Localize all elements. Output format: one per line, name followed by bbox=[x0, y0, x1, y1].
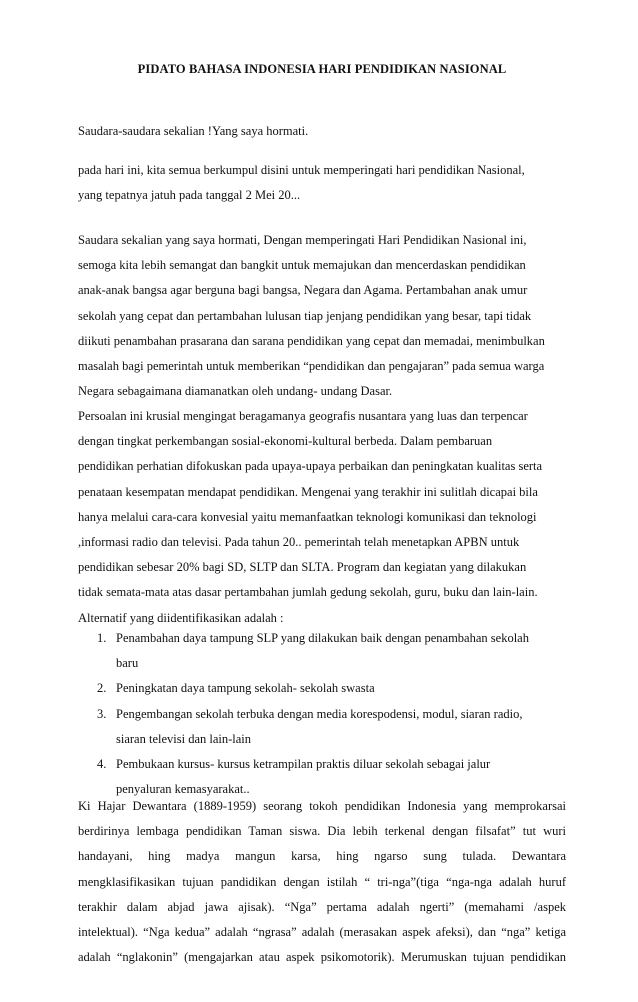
paragraph-line: dengan tingkat perkembangan sosial-ekonomi-kultural berbeda. Dalam pembaruan bbox=[78, 434, 493, 449]
paragraph-line: pada hari ini, kita semua berkumpul disini untuk memperingati hari pendidikan Nasional, bbox=[78, 163, 525, 177]
paragraph-line: Negara sebagaimana diamanatkan oleh undang- undang Dasar. bbox=[78, 384, 393, 399]
paragraph-line: pendidikan perhatian difokuskan pada upaya-upaya perbaikan dan peningkatan kualitas serta bbox=[78, 459, 543, 474]
list-item-line: Peningkatan daya tampung sekolah- sekolah swasta bbox=[116, 681, 375, 696]
list-number: 4. bbox=[97, 757, 107, 772]
list-item-line: baru bbox=[116, 656, 139, 671]
list-item-line: Pembukaan kursus- kursus ketrampilan praktis diluar sekolah sebagai jalur bbox=[116, 757, 491, 772]
list-item bbox=[78, 626, 566, 676]
list-item bbox=[78, 676, 566, 701]
paragraph-line: tidak semata-mata atas dasar pertambahan jumlah gedung sekolah, guru, buku dan lain-lain. bbox=[78, 585, 538, 600]
list-number: 1. bbox=[97, 631, 107, 645]
list-number: 2. bbox=[97, 681, 107, 696]
paragraph-line: mengklasifikasikan tujuan pandidikan dengan istilah “ tri-nga”(tiga “nga-nga adalah huruf bbox=[78, 874, 566, 889]
paragraph-line: berdirinya lembaga pendidikan Taman siswa. Dia lebih terkenal dengan filsafat” tut wuri bbox=[78, 824, 566, 839]
paragraph-1 bbox=[78, 158, 566, 208]
paragraph-4 bbox=[78, 794, 566, 970]
paragraph-line: Saudara sekalian yang saya hormati, Dengan memperingati Hari Pendidikan Nasional ini, bbox=[78, 233, 527, 247]
paragraph-line: Ki Hajar Dewantara (1889-1959) seorang tokoh pendidikan Indonesia yang memprokarsai bbox=[78, 799, 566, 813]
list-number: 3. bbox=[97, 706, 107, 721]
paragraph-line: anak-anak bangsa agar berguna bagi bangsa, Negara dan Agama. Pertambahan anak umur bbox=[78, 283, 528, 298]
paragraph-line: sekolah yang cepat dan pertambahan lulusan tiap jenjang pendidikan yang besar, tapi tidak bbox=[78, 308, 532, 323]
paragraph-line: hanya melalui cara-cara konvesial yaitu memanfaatkan teknologi komunikasi dan teknologi bbox=[78, 509, 537, 524]
paragraph-line: Persoalan ini krusial mengingat beragamanya geografis nusantara yang luas dan terpencar bbox=[78, 409, 528, 423]
paragraph-line: ,informasi radio dan televisi. Pada tahun 20.. pemerintah telah menetapkan APBN untuk bbox=[78, 535, 520, 550]
list-item-line: siaran televisi dan lain-lain bbox=[116, 731, 252, 746]
page-title: PIDATO BAHASA INDONESIA HARI PENDIDIKAN NASIONAL bbox=[137, 62, 507, 76]
list-item-line: penyaluran kemasyarakat.. bbox=[116, 782, 250, 797]
paragraph-2 bbox=[78, 228, 566, 404]
greeting-line: Saudara-saudara sekalian !Yang saya hormati. bbox=[78, 124, 309, 138]
paragraph-line: intelektual). “Nga kedua” adalah “ngrasa” adalah (merasakan aspek afeksi), dan “nga” ketiga bbox=[78, 925, 566, 940]
paragraph-line: semoga kita lebih semangat dan bangkit untuk memajukan dan mencerdaskan pendidikan bbox=[78, 258, 526, 273]
list-item-line: Pengembangan sekolah terbuka dengan media korespodensi, modul, siaran radio, bbox=[116, 706, 523, 721]
list-item bbox=[78, 702, 566, 752]
alternatives-list bbox=[78, 626, 566, 802]
document-page bbox=[78, 62, 566, 965]
paragraph-line: handayani, hing madya mangun karsa, hing ngarso sung tulada. Dewantara bbox=[78, 849, 566, 864]
paragraph-3 bbox=[78, 404, 566, 631]
list-item-line: Penambahan daya tampung SLP yang dilakukan baik dengan penambahan sekolah bbox=[116, 631, 529, 645]
paragraph-line: penataan kesempatan mendapat pendidikan. Mengenai yang terakhir ini sulitlah dicapai bila bbox=[78, 484, 538, 499]
paragraph-line: pendidikan sebesar 20% bagi SD, SLTP dan SLTA. Program dan kegiatan yang dilakukan bbox=[78, 560, 527, 575]
paragraph-line: masalah bagi pemerintah untuk memberikan “pendidikan dan pengajaran” pada semua warga bbox=[78, 359, 545, 374]
paragraph-line: adalah “nglakonin” (mengajarkan atau aspek psikomotorik). Merumuskan tujuan pendidikan bbox=[78, 950, 566, 965]
paragraph-line: yang tepatnya jatuh pada tanggal 2 Mei 20... bbox=[78, 188, 301, 203]
paragraph-line: Alternatif yang diidentifikasikan adalah : bbox=[78, 610, 284, 625]
paragraph-line: terakhir dalam abjad jawa ajisak). “Nga” pertama adalah ngerti” (memahami /aspek bbox=[78, 899, 566, 914]
paragraph-line: diikuti penambahan prasarana dan sarana pendidikan yang cepat dan memadai, menimbulkan bbox=[78, 333, 545, 348]
